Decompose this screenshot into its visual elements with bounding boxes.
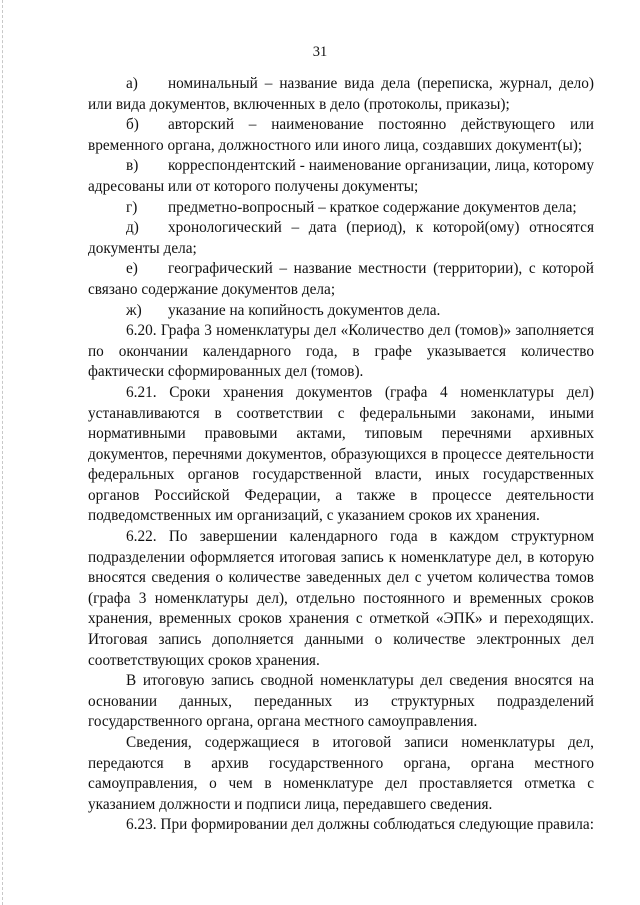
paragraph-transfer-info: Сведения, содержащиеся в итоговой записи номенклатуры дел, передаются в архив государственного органа, органа местного самоуправления, о чем в номенклатуре дел проставляется отметка с указанием должности и подписи лица, передавшего сведения. <box>88 734 594 813</box>
list-item-a <box>88 74 594 115</box>
paragraph-6-23: 6.23. При формировании дел должны соблюдаться следующие правила: <box>126 816 594 834</box>
document-body <box>88 74 594 836</box>
list-item-v <box>88 156 594 197</box>
paragraph-6-21: 6.21. Сроки хранения документов (графа 4 номенклатуры дел) устанавливаются в соответствии с федеральными законами, иными нормативными правовыми актами, типовым перечнями архивных документов, перечнями документов, образующихся в процессе деятельности федеральных органов государственной власти, иных государственных органов Российской Федерации, а также в процессе деятельности подведомственных им организаций, с указанием сроков их хранения. <box>88 383 594 525</box>
paragraph-6-22: 6.22. По завершении календарного года в каждом структурном подразделении оформляется итоговая запись к номенклатуре дел, в которую вносятся сведения о количестве заведенных дел с учетом количества томов (графа 3 номенклатуры дел), отдельно постоянного и временных сроков хранения, временных сроков хранения с отметкой «ЭПК» и переходящих. Итоговая запись дополняется данными о количестве электронных дел соответствующих сроков хранения. <box>88 528 594 669</box>
list-letter: а) <box>126 75 138 92</box>
list-item-text: корреспондентский - наименование организации, лица, которому адресованы или от которого получены документы; <box>88 157 594 195</box>
page-edge-line <box>2 0 4 905</box>
list-item-zh <box>88 301 594 322</box>
list-letter: г) <box>126 198 138 216</box>
list-item-text: географический – название местности (территории), с которой связано содержание документов дела; <box>88 260 594 298</box>
list-item-text: хронологический – дата (период), к которой(ому) относятся документы дела; <box>88 219 594 257</box>
list-letter: ж) <box>126 301 142 319</box>
list-letter: в) <box>126 157 139 175</box>
list-letter: е) <box>126 260 138 278</box>
list-item-g <box>88 198 594 219</box>
paragraph-summary-record: В итоговую запись сводной номенклатуры дел сведения вносятся на основании данных, переданных из структурных подразделений государственного органа, органа местного самоуправления. <box>88 672 594 731</box>
list-item-d <box>88 218 594 259</box>
list-item-text: указание на копийность документов дела. <box>168 301 441 319</box>
list-item-text: авторский – наименование постоянно действующего или временного органа, должностного или иного лица, создавших документ(ы); <box>88 116 594 154</box>
page-number: 31 <box>312 44 328 60</box>
list-letter: д) <box>126 219 139 237</box>
list-item-b <box>88 115 594 156</box>
list-item-text: предметно-вопросный – краткое содержание документов дела; <box>168 198 577 216</box>
list-item-e <box>88 259 594 300</box>
list-letter: б) <box>126 116 139 134</box>
list-item-text: номинальный – название вида дела (переписка, журнал, дело) или вида документов, включенных в дело (протоколы, приказы); <box>88 75 594 113</box>
paragraph-6-20: 6.20. Графа 3 номенклатуры дел «Количество дел (томов)» заполняется по окончании календарного года, в графе указывается количество фактически сформированных дел (томов). <box>88 322 594 381</box>
